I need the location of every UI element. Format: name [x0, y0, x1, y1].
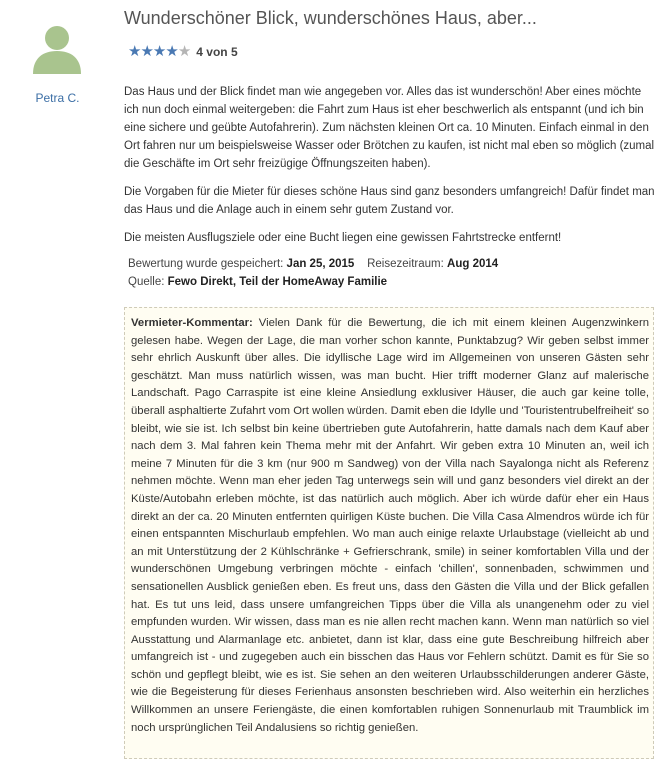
review-body	[124, 83, 656, 257]
source-value: Fewo Direkt, Teil der HomeAway Familie	[167, 276, 388, 288]
saved-label: Bewertung wurde gespeichert:	[128, 258, 284, 270]
owner-comment-text: Vielen Dank für die Bewertung, die ich mit einem kleinen Augenzwinkern gelesen habe. Wegen der Lage, die man vorher schon kannte, Punktabzug? Wir geben selbst immer sehr ehrlich Auskunft über alles. Die idyllische Lage wird im Allgemeinen von unseren Gästen sehr geschätzt. Man muss natürlich wissen, was man bucht. Hier trifft moderner Glanz auf malerische Landschaft. Pago Carraspite ist eine kleine Ansiedlung exklusiver Häuser, die auch gar keine tolle, überall asphaltierte Zufahrt vom Ort wollen würden. Damit eben die Idylle und 'Touristentrubelfreiheit' so bleibt, wie sie ist. Ich selbst bin keine übertrieben gute Autofahrerin, hatte damals nach dem Kauf aber nach dem 3. Mal fahren kein Thema mehr mit der Anfahrt. Wir geben extra 10 Minuten an, weil ich meine 7 Minuten für die 3 km (nur 900 m Sandweg) von der Villa nach Sayalonga nicht als Referenz nehmen möchte. Wenn man eher jeden Tag unterwegs sein will und ganz besonders viel direkt an der Küste/Autobahn erleben möchte, ist das natürlich auch möglich. Aber ich würde dafür eher ein Haus direkt an der ca. 20 Minuten entfernten quirligen Küste buchen. Die Villa Casa Almendros würde ich für einen entspannten Mischurlaub empfehlen. Wo man auch einige relaxte Urlaubstage (vielleicht ab und an mit Unterstützung der 2 Kühlschränke + Gefrierschrank, smile) in seiner komfortablen Villa und der wunderschönen Umgebung verbringen möchte - einfach 'chillen', sonnenbaden, schwimmen und sensationellen Ausblick genießen eben. Es freut uns, dass den Gästen die Villa und der Blick gefallen hat. Es tut uns leid, dass unsere umfangreichen Tipps über die Villa als unangenehm oder zu viel empfunden wurden. Wir wissen, dass man es nie allen recht machen kann. Wenn man natürlich so viel Ausstattung und Alarmanlage etc. anbietet, dann ist klar, dass eine gute Beschreibung hilfreich aber umfangreich ist - und zugegeben auch ein bisschen das Haus vor Fehlern schützt. Damit es für Sie so schön und gepflegt bleibt, wie es ist. Sie sehen an den weiteren Urlaubsschilderungen anderer Gäste, wie die Begeisterung für dieses Ferienhaus ansonsten beschrieben wird. Also weiterhin ein herzliches Willkommen an unsere Feriengäste, die einen komfortablen ruhigen Sonnenurlaub mit Traumblick im noch ursprünglichen Teil Andalusiens so richtig genießen.	[131, 317, 649, 734]
review-paragraph: Die meisten Ausflugsziele oder eine Bucht liegen eine gewissen Fahrtstrecke entfernt!	[124, 232, 562, 244]
reviewer-name: Petra C.	[35, 91, 80, 105]
owner-comment	[131, 315, 649, 737]
review-source	[128, 273, 498, 291]
review-meta	[128, 255, 498, 291]
star-filled-icon: ★	[165, 43, 178, 60]
source-label: Quelle:	[128, 276, 165, 288]
star-filled-icon: ★	[128, 43, 141, 60]
star-empty-icon: ★	[177, 43, 191, 60]
period-label: Reisezeitraum:	[367, 258, 444, 270]
travel-period: Aug 2014	[447, 258, 499, 270]
rating-stars	[128, 44, 190, 59]
review-dates	[128, 255, 498, 273]
review-paragraph: Das Haus und der Blick findet man wie angegeben vor. Alles das ist wunderschön! Aber eines möchte ich nun doch einmal weitergeben: die Fahrt zum Haus ist eher beschwerlich als entspannt (und ich bin eine sichere und geübte Autofahrerin). Zum nächsten kleinen Ort ca. 10 Minuten. Einfach einmal in den Ort fahren nur um beispielsweise Wasser oder Brötchen zu kaufen, ist nicht mal eben so möglich (zumal die Geschäfte im Ort sehr freizügige Öffnungszeiten haben).	[124, 86, 655, 170]
star-rating	[128, 44, 238, 59]
star-filled-icon: ★	[140, 43, 153, 60]
review-title: Wunderschöner Blick, wunderschönes Haus, aber...	[124, 8, 537, 28]
saved-date: Jan 25, 2015	[286, 258, 355, 270]
user-silhouette-icon	[30, 20, 84, 74]
owner-comment-box	[124, 307, 654, 759]
owner-comment-label: Vermieter-Kommentar:	[131, 317, 253, 329]
star-filled-icon: ★	[152, 43, 166, 60]
rating-text: 4 von 5	[196, 44, 238, 59]
review-paragraph: Die Vorgaben für die Mieter für dieses schöne Haus sind ganz besonders umfangreich! Dafür findet man das Haus und die Anlage auch in einem sehr gutem Zustand vor.	[124, 186, 655, 216]
